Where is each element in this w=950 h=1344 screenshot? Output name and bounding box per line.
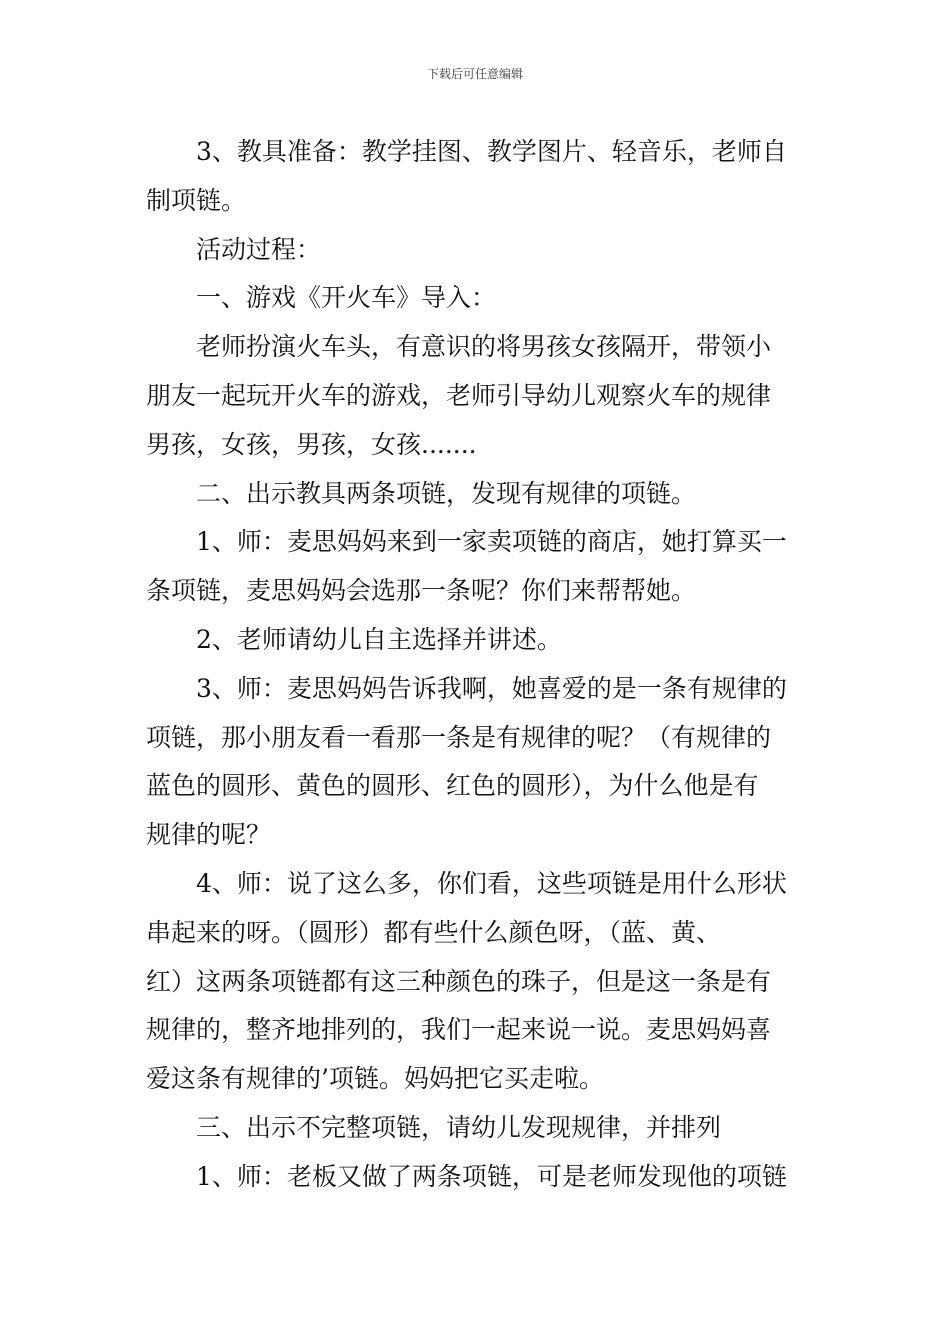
text-line: 制项链。 — [146, 185, 247, 215]
text-line: 规律的，整齐地排列的，我们一起来说一说。麦思妈妈喜 — [146, 1015, 772, 1045]
page-header-note: 下载后可任意编辑 — [426, 67, 523, 81]
text-line: 条项链，麦思妈妈会选那一条呢？你们来帮帮她。 — [146, 576, 697, 606]
text-line: 爱这条有规律的’项链。妈妈把它买走啦。 — [146, 1064, 604, 1094]
text-line: 3、师：麦思妈妈告诉我啊，她喜爱的是一条有规律的 — [196, 673, 787, 703]
text-line: 项链，那小朋友看一看那一条是有规律的呢？（有规律的 — [146, 722, 772, 752]
section-heading: 三、出示不完整项链，请幼儿发现规律，并排列 — [196, 1112, 722, 1142]
text-line: 男孩，女孩，男孩，女孩....... — [146, 429, 477, 459]
text-line: 规律的呢？ — [146, 820, 272, 850]
text-line: 朋友一起玩开火车的游戏，老师引导幼儿观察火车的规律 — [146, 380, 772, 410]
text-line: 2、老师请幼儿自主选择并讲述。 — [196, 624, 562, 654]
text-line: 3、教具准备：教学挂图、教学图片、轻音乐，老师自 — [196, 137, 787, 166]
text-line: 红）这两条项链都有这三种颜色的珠子，但是这一条是有 — [146, 966, 772, 996]
text-line: 1、师：老板又做了两条项链，可是老师发现他的项链 — [196, 1161, 787, 1191]
text-line: 串起来的呀。（圆形）都有些什么颜色呀，（蓝、黄、 — [146, 917, 722, 947]
text-line: 蓝色的圆形、黄色的圆形、红色的圆形），为什么他是有 — [146, 771, 759, 801]
text-line: 1、师：麦思妈妈来到一家卖项链的商店，她打算买一 — [196, 527, 787, 557]
section-heading: 一、游戏《开火车》导入： — [196, 283, 497, 313]
text-line: 活动过程： — [196, 234, 322, 264]
text-line: 老师扮演火车头，有意识的将男孩女孩隔开，带领小 — [196, 332, 772, 362]
document-body — [146, 128, 810, 1202]
text-line: 4、师：说了这么多，你们看，这些项链是用什么形状 — [196, 868, 787, 898]
section-heading: 二、出示教具两条项链，发现有规律的项链。 — [196, 478, 697, 508]
